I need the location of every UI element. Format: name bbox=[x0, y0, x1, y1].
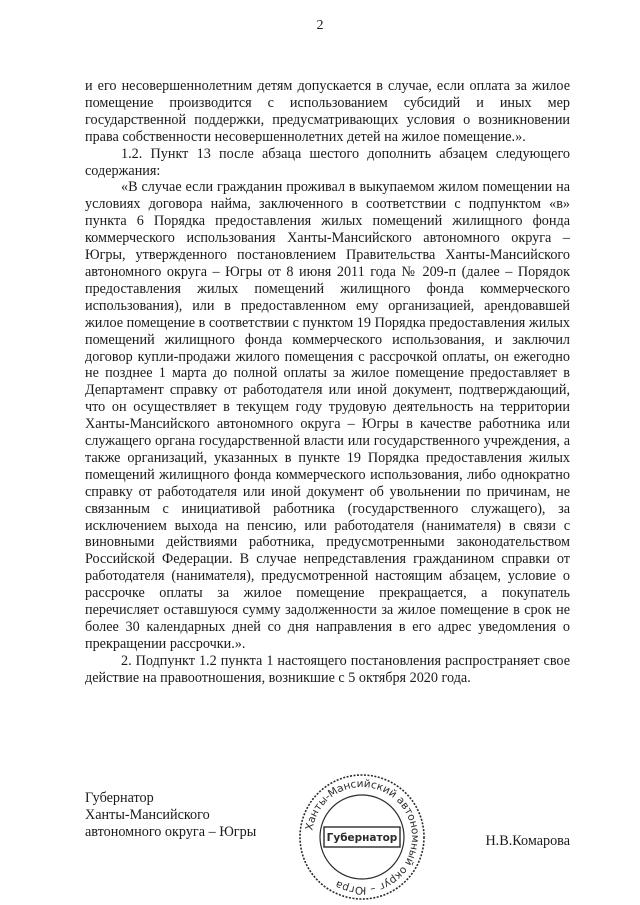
signer-name: Н.В.Комарова bbox=[485, 833, 570, 849]
paragraph-amendment-1-2: 1.2. Пункт 13 после абзаца шестого дополнить абзацем следующего содержания: bbox=[85, 145, 570, 179]
signer-title-line: Ханты-Мансийского bbox=[85, 807, 210, 823]
paragraph-continuation: и его несовершеннолетним детям допускается в случае, если оплата за жилое помещение производится с использованием субсидий и иных мер государственной поддержки, предусматривающих условия о возникновении права собственности несовершеннолетних детей на жилое помещение.». bbox=[85, 78, 570, 145]
signer-title-line: Губернатор bbox=[85, 790, 154, 806]
paragraph-clause-2: 2. Подпункт 1.2 пункта 1 настоящего постановления распространяет свое действие на правоотношения, возникшие с 5 октября 2020 года. bbox=[85, 652, 570, 686]
official-seal-stamp bbox=[297, 772, 427, 902]
document-body bbox=[85, 78, 570, 687]
seal-ring-text: Ханты-Мансийский автономный округ – Югра bbox=[303, 777, 422, 897]
signer-title bbox=[85, 790, 256, 841]
signer-title-line: автономного округа – Югры bbox=[85, 824, 257, 840]
seal-center-text: Губернатор bbox=[326, 832, 398, 844]
page-number: 2 bbox=[316, 18, 324, 33]
paragraph-quoted-text: «В случае если гражданин проживал в выкупаемом жилом помещении на условиях договора найма, заключенного в соответствии с подпунктом «в» пункта 6 Порядка предоставления жилых помещений жилищного фонда коммерческого использования Ханты-Мансийского автономного округа – Югры, утвержденного постановлением Правительства Ханты-Мансийского автономного округа – Югры от 8 июня 2011 года № 209-п (далее – Порядок предоставления жилых помещений жилищного фонда коммерческого использования), или в предоставленном ему организацией, арендовавшей жилое помещение в соответствии с пунктом 19 Порядка предоставления жилых помещений жилищного фонда коммерческого использования, и заключил договор купли-продажи жилого помещения с рассрочкой оплаты, он ежегодно не позднее 1 марта до полной оплаты за жилое помещение предоставляет в Департамент справку от работодателя или иной документ, подтверждающий, что он осуществляет в текущем году трудовую деятельность на территории Ханты-Мансийского автономного округа – Югры в качестве работника или служащего органа государственной власти или государственного учреждения, а также организаций, указанных в пункте 19 Порядка предоставления жилых помещений жилищного фонда коммерческого использования, либо однократно справку от работодателя или иной документ об увольнении по причинам, не связанным с инициативой работника (государственного служащего), за исключением выхода на пенсию, или работодателя (нанимателя) в связи с виновными действиями работника, предусмотренными законодательством Российской Федерации. В случае непредставления гражданином справки от работодателя (нанимателя), предусмотренной настоящим абзацем, условие о рассрочке оплаты за жилое помещение прекращается, а покупатель перечисляет оставшуюся сумму задолженности за жилое помещение в срок не более 30 календарных дней со дня направления в его адрес уведомления о прекращении рассрочки.». bbox=[85, 179, 570, 652]
signature-block bbox=[85, 777, 570, 900]
